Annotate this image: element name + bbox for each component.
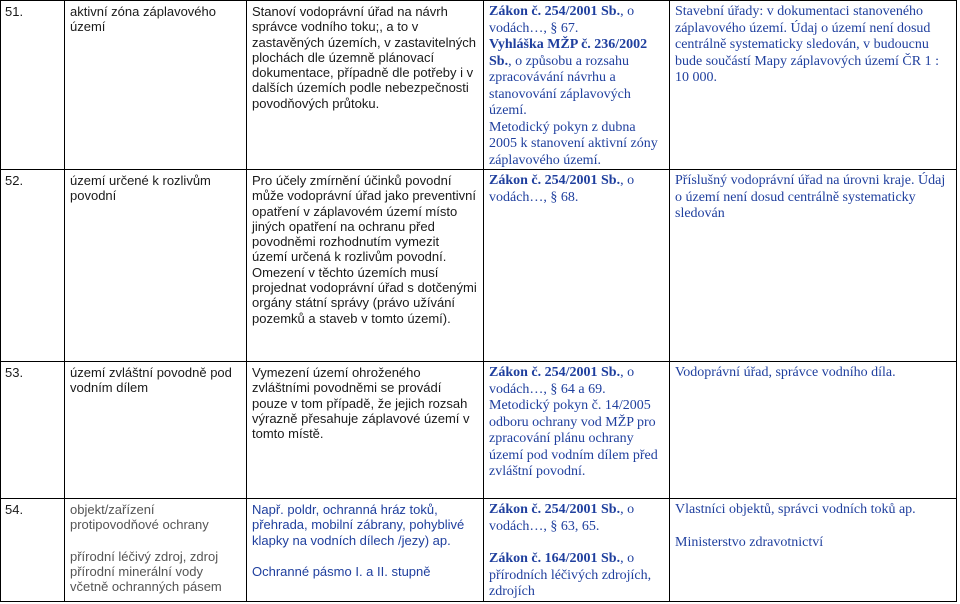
legislation-cell [484,499,670,602]
term-cell [65,170,247,362]
term-text: území zvláštní povodně pod vodním dílem [70,365,232,396]
source-text: Příslušný vodoprávní úřad na úrovni kraje. Údaj o území není dosud centrálně systematicky sledován [675,173,946,221]
source-cell [670,499,957,602]
definition-text: Např. poldr, ochranná hráz toků, přehrada, mobilní zábrany, pohyblivé klapky na vodních dílech /jezy) ap. [252,502,465,548]
law-citation: Metodický pokyn z dubna 2005 k stanovení aktivní zóny záplavového území. [489,119,658,168]
definition-text: Vymezení území ohroženého zvláštními povodněmi se provádí pouze v tom případě, že jejich rozsah výrazně přesahuje záplavové území v tomto místě. [252,365,470,442]
source-text: Stavební úřady: v dokumentaci stanoveného záplavového území. Údaj o území není dosud centrálně systematicky sledován, v budoucnu bude součástí Mapy záplavových území ČR 1 : 10 000. [675,4,939,85]
definition-cell [247,499,484,602]
source-text: Ministerstvo zdravotnictví [675,534,824,550]
source-cell [670,170,957,362]
term-cell [65,1,247,170]
law-citation: Zákon č. 254/2001 Sb., o vodách…, § 63, 65. [489,502,635,534]
source-text: Vlastníci objektů, správci vodních toků ap. [675,502,916,517]
source-text: Vodoprávní úřad, správce vodního díla. [675,365,896,380]
definition-text: Pro účely zmírnění účinků povodní může vodoprávní úřad jako preventivní opatření v záplavovém území místo jiných opatření na ochranu před povodněmi rozhodnutím vymezit území určená k rozlivům povodní. Omezení v těchto územích musí projednat vodoprávní úřad s dotčenými orgány státní správy (právo užívání pozemků a staveb v tomto území). [252,173,477,326]
term-text: území určené k rozlivům povodní [70,173,211,204]
term-text: objekt/zařízení protipovodňové ochrany [70,502,209,533]
row-number-text: 51. [5,4,24,19]
law-citation: Zákon č. 254/2001 Sb., o vodách…, § 67. [489,4,635,36]
table-row [1,1,957,170]
row-number [1,170,65,362]
law-citation: Zákon č. 254/2001 Sb., o vodách…, § 64 a 69. [489,365,635,397]
row-number [1,362,65,499]
row-number-text: 53. [5,365,24,380]
definition-cell [247,1,484,170]
term-text: přírodní léčivý zdroj, zdroj přírodní minerální vody včetně ochranných pásem [70,548,222,595]
row-number [1,499,65,602]
table-row [1,170,957,362]
law-citation: Vyhláška MŽP č. 236/2002 Sb., o způsobu a rozsahu zpracovávání návrhu a stanovování záplavových území. [489,37,648,118]
definition-text: Ochranné pásmo I. a II. stupně [252,563,431,579]
table-row [1,499,957,602]
law-citation: Zákon č. 254/2001 Sb., o vodách…, § 68. [489,173,635,205]
source-cell [670,362,957,499]
definition-text: Stanoví vodoprávní úřad na návrh správce vodního toku;, a to v zastavěných územích, v zastavitelných plochách dle územně plánovací dokumentace, případně dle potřeby i v dalších územích podle nebezpečnosti povodňových průtoku. [252,4,476,111]
law-citation: Metodický pokyn č. 14/2005 odboru ochrany vod MŽP pro zpracování plánu ochrany území pod vodním dílem před zvláštní povodní. [489,398,658,479]
table-row [1,362,957,499]
row-number-text: 52. [5,173,24,188]
source-cell [670,1,957,170]
definition-cell [247,362,484,499]
row-number [1,1,65,170]
legislation-cell [484,362,670,499]
definition-cell [247,170,484,362]
term-text: aktivní zóna záplavového území [70,4,216,35]
legislation-cell [484,170,670,362]
term-cell [65,499,247,602]
row-number-text: 54. [5,502,24,517]
term-cell [65,362,247,499]
legislation-cell [484,1,670,170]
law-citation: Zákon č. 164/2001 Sb., o přírodních léčivých zdrojích, zdrojích [489,551,652,599]
